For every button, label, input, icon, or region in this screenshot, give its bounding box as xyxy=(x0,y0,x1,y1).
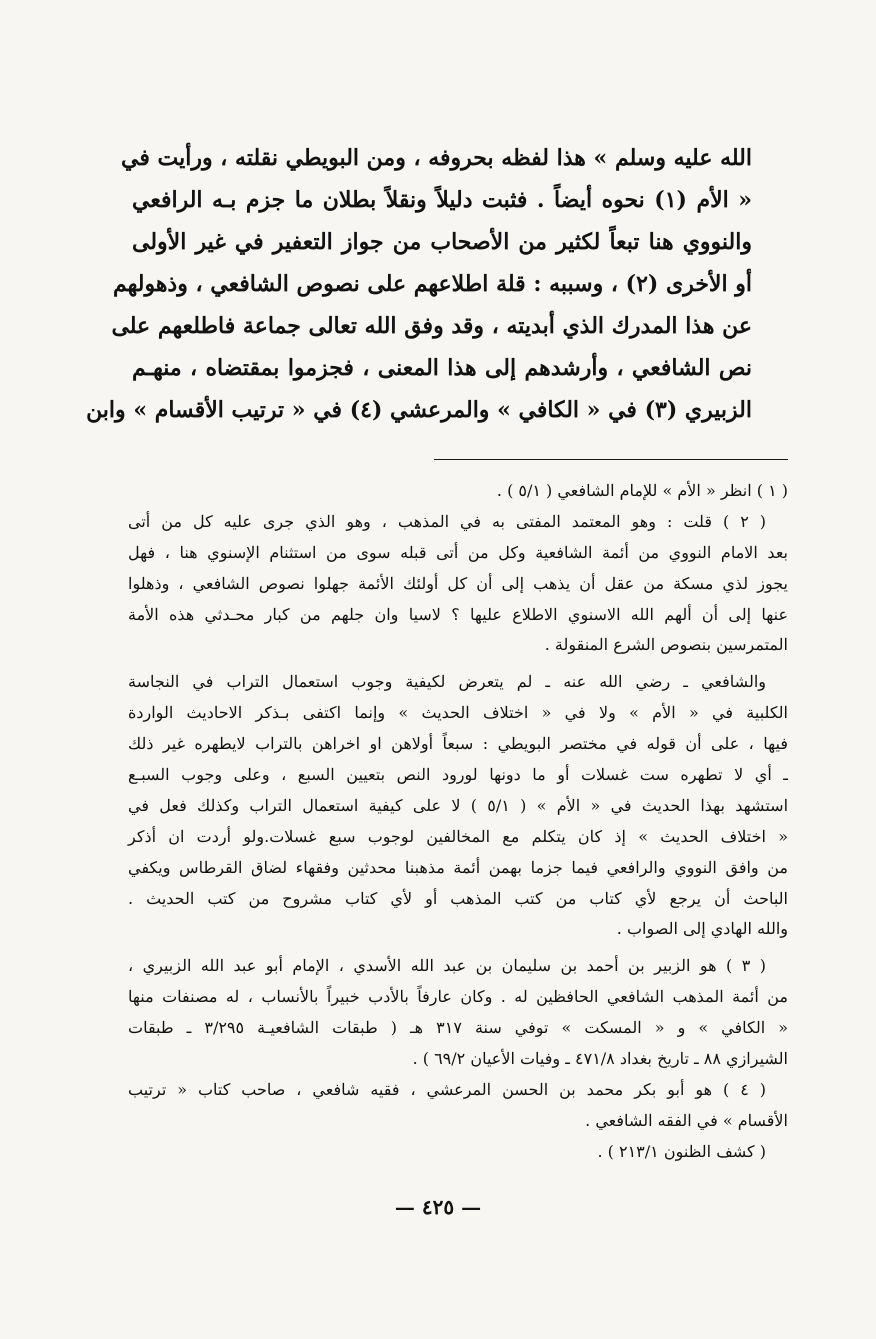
footnote-line: فيها ، على أن قوله في مختصر البويطي : سبعاً أولاهن او اخراهن بالتراب لايطهره غير ذلك xyxy=(128,734,788,754)
main-text-line: « الأم (١) نحوه أيضاً . فثبت دليلاً ونقلاً بطلان ما جزم بـه الرافعي xyxy=(132,187,752,213)
main-text-line: والنووي هنا تبعاً لكثير من الأصحاب من جواز التعفير في غير الأولى xyxy=(132,229,752,255)
footnote-line: يجوز لذي مسكة من عقل أن يذهب إلى أن كل أولئك الأئمة جهلوا نصوص الشافعي ، وذهلوا xyxy=(128,573,788,593)
footnote-line: ( ٢ ) قلت : وهو المعتمد المفتى به في المذهب ، وهو الذي جرى عليه كل من أتى xyxy=(128,511,767,531)
footnote-line: من وافق النووي والرافعي فيما جزما بهمن أئمة مذهبنا محدثين وفقهاء لضاق القرطاس ويكفي xyxy=(128,857,788,877)
footnote-3 xyxy=(128,951,788,1075)
footnote-1 xyxy=(128,476,788,507)
footnote-line: المتمرسين بنصوص الشرع المنقولة . xyxy=(544,635,788,655)
footnote-line: ـ أي لا تطهره ست غسلات أو ما دونها لورود النص بتعيين السبع ، وعلى وجوب السبـع xyxy=(128,765,788,785)
footnote-line: والله الهادي إلى الصواب . xyxy=(616,919,788,939)
main-text-line: الله عليه وسلم » هذا لفظه بحروفه ، ومن البويطي نقلته ، ورأيت في xyxy=(121,145,752,171)
footnote-line: عنها إلى أن ألهم الله الاسنوي الاطلاع عليها ؟ لاسيا وان جلهم من كبار محـدثي هذه الأمة xyxy=(128,604,788,624)
footnote-line: والشافعي ـ رضي الله عنه ـ لم يتعرض لكيفية وجوب استعمال التراب في النجاسة xyxy=(128,672,766,692)
footnote-line: ( ٣ ) هو الزبير بن أحمد بن سليمان بن عبد الله الأسدي ، الإمام أبو عبد الله الزبيري ، xyxy=(128,956,766,976)
footnotes-block xyxy=(128,476,788,1168)
footnote-4 xyxy=(128,1075,788,1168)
main-text-line: أو الأخرى (٢) ، وسببه : قلة اطلاعهم على نصوص الشافعي ، وذهولهم xyxy=(112,271,752,297)
footnote-line: الكلبية في « الأم » ولا في « اختلاف الحديث » وإنما اكتفى بـذكر الاحاديث الواردة xyxy=(128,703,788,723)
footnote-line: ( ٤ ) هو أبو بكر محمد بن الحسن المرعشي ، فقيه شافعي ، صاحب كتاب « ترتيب xyxy=(128,1079,767,1099)
main-text-line: عن هذا المدرك الذي أبديته ، وقد وفق الله تعالى جماعة فاطلعهم على xyxy=(111,313,752,339)
footnote-line: الشيرازي ٨٨ ـ تاريخ بغداد ٤٧١/٨ ـ وفيات الأعيان ٦٩/٢ ) . xyxy=(412,1049,788,1069)
footnote-line: « الكافي » و « المسكت » توفي سنة ٣١٧ هـ ( طبقات الشافعيـة ٣/٢٩٥ ـ طبقات xyxy=(128,1018,789,1038)
footnote-line: من أئمة المذهب الشافعي الحافظين له . وكان عارفاً بالأدب خبيراً بالأنساب ، له مصنفات منها xyxy=(128,987,788,1007)
footnote-line: ( كشف الظنون ٢١٣/١ ) . xyxy=(597,1141,766,1161)
footnote-line: ( ١ ) انظر « الأم » للإمام الشافعي ( ٥/١ ) . xyxy=(496,481,788,500)
footnote-2-continued xyxy=(128,667,788,945)
main-text-line: نص الشافعي ، وأرشدهم إلى هذا المعنى ، فجزموا بمقتضاه ، منهـم xyxy=(132,355,753,381)
footnote-line: استشهد بهذا الحديث في « الأم » ( ٥/١ ) لا على كيفية استعمال التراب وكذلك فعل في xyxy=(128,795,789,815)
footnote-line: « اختلاف الحديث » إذ كان يتكلم مع المخالفين لوجوب سبع غسلات.ولو أردت ان أذكر xyxy=(128,826,788,846)
footnote-separator xyxy=(434,459,788,460)
main-text-line: الزبيري (٣) في « الكافي » والمرعشي (٤) في « ترتيب الأقسام » وابن xyxy=(86,397,752,423)
footnote-line: الباحث أن يرجع لأي كتاب من كتب المذهب أو لأي كتاب مشروح من كتب الحديث . xyxy=(128,888,789,908)
footnote-line: بعد الامام النووي من أئمة الشافعية وكل من أتى قبله سوى من استثنام الإسنوي هنا ، فهل xyxy=(128,542,788,562)
footnote-2 xyxy=(128,507,788,661)
main-text-block xyxy=(86,137,753,431)
footnote-line: الأقسام » في الفقه الشافعي . xyxy=(585,1110,788,1130)
page-number: — ٤٢٥ — xyxy=(394,1195,482,1219)
